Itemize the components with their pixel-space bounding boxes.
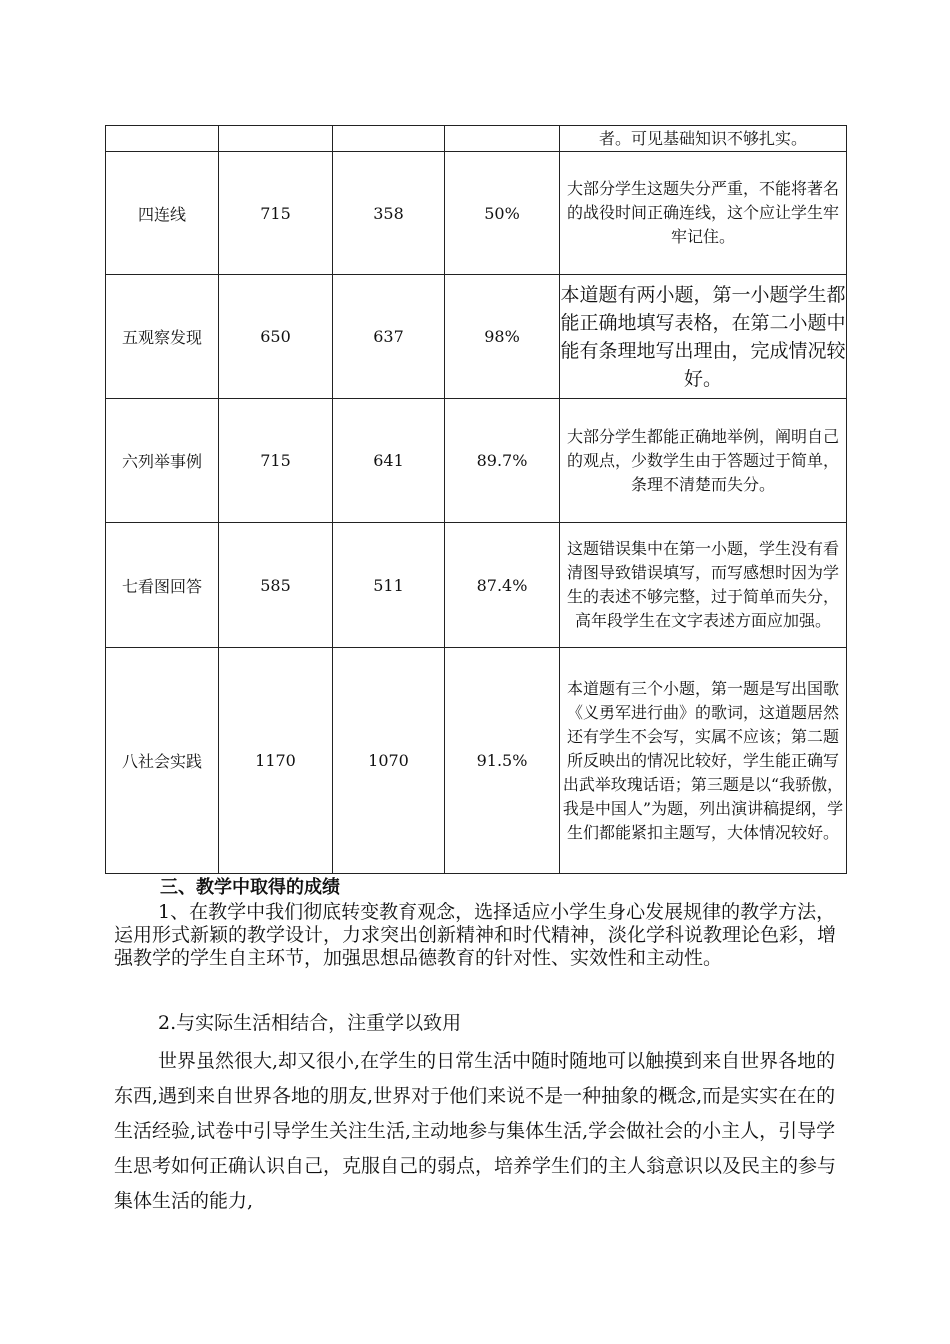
score-rate: 89.7% bbox=[445, 399, 560, 523]
table-row bbox=[106, 152, 847, 275]
table-row bbox=[106, 275, 847, 399]
score-rate: 87.4% bbox=[445, 523, 560, 648]
table-row bbox=[106, 648, 847, 874]
question-name bbox=[106, 126, 219, 152]
score-rate bbox=[445, 126, 560, 152]
remark: 者。可见基础知识不够扎实。 bbox=[560, 126, 847, 152]
remark: 大部分学生这题失分严重，不能将著名的战役时间正确连线，这个应让学生牢牢记住。 bbox=[560, 152, 847, 275]
remark: 大部分学生都能正确地举例，阐明自己的观点，少数学生由于答题过于简单，条理不清楚而失分。 bbox=[560, 399, 847, 523]
paragraph-2: 2.与实际生活相结合，注重学以致用 bbox=[158, 1012, 462, 1034]
total-score: 715 bbox=[219, 152, 333, 275]
total-score: 585 bbox=[219, 523, 333, 648]
question-name: 六列举事例 bbox=[106, 399, 219, 523]
score-rate: 91.5% bbox=[445, 648, 560, 874]
remark: 本道题有三个小题，第一题是写出国歌《义勇军进行曲》的歌词，这道题居然还有学生不会写，实属不应该；第二题所反映出的情况比较好，学生能正确写出武举玫瑰话语；第三题是以“我骄傲，我是中国人”为题，列出演讲稿提纲，学生们都能紧扣主题写，大体情况较好。 bbox=[560, 648, 847, 874]
table-row bbox=[106, 126, 847, 152]
paragraph-1: 1、在教学中我们彻底转变教育观念，选择适应小学生身心发展规律的教学方法，运用形式新颖的教学设计，力求突出创新精神和时代精神，淡化学科说教理论色彩，增强教学的学生自主环节，加强思想品德教育的针对性、实效性和主动性。 bbox=[114, 901, 837, 969]
score-rate: 98% bbox=[445, 275, 560, 399]
total-score: 715 bbox=[219, 399, 333, 523]
actual-score: 358 bbox=[333, 152, 445, 275]
table-row bbox=[106, 399, 847, 523]
question-name: 七看图回答 bbox=[106, 523, 219, 648]
total-score: 1170 bbox=[219, 648, 333, 874]
paragraph-3: 世界虽然很大,却又很小,在学生的日常生活中随时随地可以触摸到来自世界各地的东西,遇到来自世界各地的朋友,世界对于他们来说不是一种抽象的概念,而是实实在在的生活经验,试卷中引导学生关注生活,主动地参与集体生活,学会做社会的小主人，引导学生思考如何正确认识自己，克服自己的弱点，培养学生们的主人翁意识以及民主的参与集体生活的能力, bbox=[114, 1050, 837, 1212]
remark: 本道题有两小题，第一小题学生都能正确地填写表格，在第二小题中能有条理地写出理由，完成情况较好。 bbox=[560, 275, 847, 399]
question-name: 四连线 bbox=[106, 152, 219, 275]
total-score: 650 bbox=[219, 275, 333, 399]
actual-score bbox=[333, 126, 445, 152]
question-name: 八社会实践 bbox=[106, 648, 219, 874]
actual-score: 1070 bbox=[333, 648, 445, 874]
remark: 这题错误集中在第一小题，学生没有看清图导致错误填写，而写感想时因为学生的表述不够完整，过于简单而失分，高年段学生在文字表述方面应加强。 bbox=[560, 523, 847, 648]
score-rate: 50% bbox=[445, 152, 560, 275]
total-score bbox=[219, 126, 333, 152]
score-analysis-table bbox=[105, 125, 847, 874]
table-row bbox=[106, 523, 847, 648]
actual-score: 641 bbox=[333, 399, 445, 523]
actual-score: 637 bbox=[333, 275, 445, 399]
question-name: 五观察发现 bbox=[106, 275, 219, 399]
section-heading: 三、教学中取得的成绩 bbox=[160, 877, 340, 898]
actual-score: 511 bbox=[333, 523, 445, 648]
